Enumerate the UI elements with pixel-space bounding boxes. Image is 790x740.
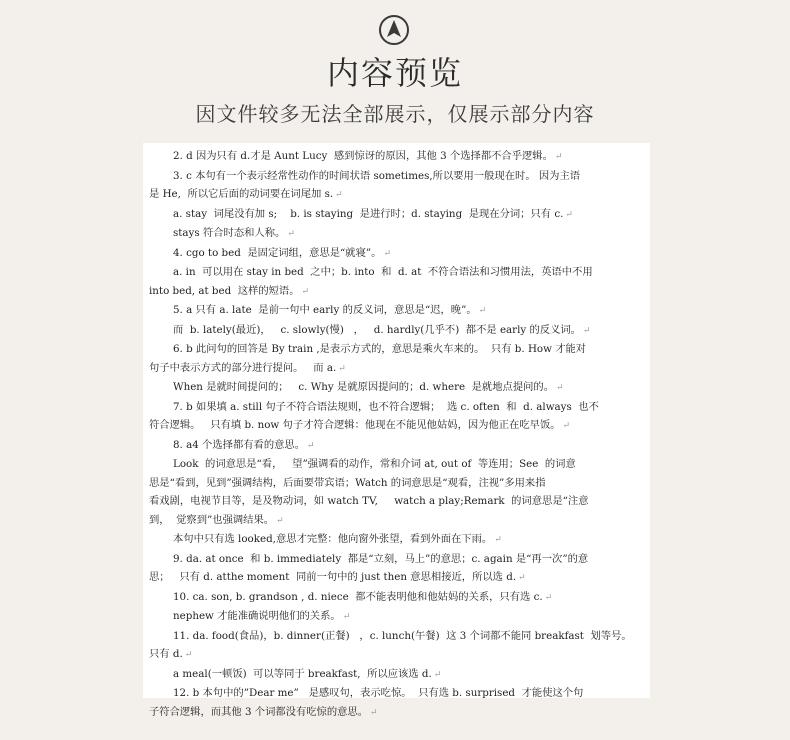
document-line: nephew 才能准确说明他们的关系。 ↵: [173, 610, 351, 622]
document-line: 4. cgo to bed 是固定词组，意思是“就寝”。 ↵: [173, 246, 391, 259]
document-line: 10. ca. son, b. grandson , d. niece 都不能表明他和他姑妈的关系，只有选 c. ↵: [173, 590, 553, 603]
paragraph-mark-icon: ↵: [307, 440, 315, 451]
paragraph-mark-icon: ↵: [184, 650, 193, 660]
paragraph-mark-icon: ↵: [554, 152, 563, 162]
paragraph-mark-icon: ↵: [582, 325, 591, 336]
document-line: stays 符合时态和人称。 ↵: [173, 227, 295, 239]
document-line: 符合逻辑。 只有填 b. now 句子才符合逻辑：他现在不能见他姑妈，因为他正在吃早饭。 ↵: [149, 419, 571, 431]
paragraph-mark-icon: ↵: [342, 612, 351, 622]
document-line: 12. b 本句中的”Dear me” 是感叹句，表示吃惊。 只有选 b. surprised 才能使这个句: [173, 687, 584, 699]
document-line: 9. da. at once 和 b. immediately 都是“立刻，马上”的意思；c. again 是“再一次”的意: [173, 552, 589, 565]
page-title: 内容预览: [326, 54, 463, 92]
document-line: Look 的词意思是“看， 望”强调看的动作，常和介词 at, out of 等连用；See 的词意: [173, 458, 576, 470]
document-line: into bed, at bed 这样的短语。 ↵: [149, 284, 310, 297]
document-line: 到， 觉察到”也强调结果。 ↵: [149, 513, 284, 526]
paragraph-mark-icon: ↵: [276, 515, 284, 526]
paragraph-mark-icon: ↵: [287, 229, 295, 239]
document-line: a. stay 词尾没有加 s; b. is staying 是进行时；d. staying 是现在分词；只有 c. ↵: [173, 207, 573, 220]
document-line: 句子中表示方式的部分进行提问。 而 a. ↵: [149, 361, 346, 374]
compass-arrow-icon: [378, 14, 410, 46]
paragraph-mark-icon: ↵: [556, 383, 564, 393]
document-line: a. in 可以用在 stay in bed 之中；b. into 和 d. at 不符合语法和习惯用法，英语中不用: [173, 266, 593, 278]
document-line: 8. a4 个选择都有看的意思。 ↵: [173, 438, 315, 451]
paragraph-mark-icon: ↵: [494, 535, 502, 545]
document-line: 思； 只有 d. atthe moment 同前一句中的 just then 意思相接近，所以选 d. ↵: [149, 571, 526, 583]
document-line: When 是就时间提问的； c. Why 是就原因提问的；d. where 是就地点提问的。 ↵: [173, 381, 564, 393]
document-body: [149, 147, 639, 722]
document-line: 子符合逻辑，而其他 3 个词都没有吃惊的意思。 ↵: [149, 705, 378, 718]
paragraph-mark-icon: ↵: [562, 421, 571, 431]
document-line: 本句中只有选 looked,意思才完整：他向窗外张望，看到外面在下雨。 ↵: [173, 533, 502, 545]
paragraph-mark-icon: ↵: [335, 190, 343, 200]
paragraph-mark-icon: ↵: [370, 707, 378, 718]
paragraph-mark-icon: ↵: [301, 286, 310, 297]
document-line: 7. b 如果填 a. still 句子不符合语法规则，也不符合逻辑； 选 c. often 和 d. always 也不: [173, 400, 599, 413]
paragraph-mark-icon: ↵: [383, 248, 391, 259]
document-line: 看戏剧，电视节目等，是及物动词，如 watch TV, watch a play;Remark 的词意思是“注意: [149, 495, 589, 507]
document-line: 是 He, 所以它后面的动词要在词尾加 s. ↵: [149, 188, 343, 200]
document-line: 3. c 本句有一个表示经常性动作的时间状语 sometimes,所以要用一般现在时。 因为主语: [173, 169, 581, 182]
document-line: a meal(一顿饭) 可以等同于 breakfast, 所以应该选 d. ↵: [173, 667, 442, 680]
document-preview: [143, 143, 650, 718]
paragraph-mark-icon: ↵: [433, 669, 442, 680]
paragraph-mark-icon: ↵: [518, 573, 526, 583]
document-line: 2. d 因为只有 d.才是 Aunt Lucy 感到惊讶的原因，其他 3 个选择都不合乎逻辑。 ↵: [173, 150, 563, 162]
paragraph-mark-icon: ↵: [338, 363, 346, 374]
document-line: 11. da. food(食品)，b. dinner(正餐) ，c. lunch(午餐) 这 3 个词都不能同 breakfast 划等号。: [173, 629, 632, 642]
page-subtitle: 因文件较多无法全部展示，仅展示部分内容: [195, 102, 595, 126]
paragraph-mark-icon: ↵: [478, 306, 487, 316]
document-line: 5. a 只有 a. late 是前一句中 early 的反义词，意思是“迟，晚”。 ↵: [173, 304, 487, 316]
paragraph-mark-icon: ↵: [565, 209, 573, 220]
document-line: 只有 d. ↵: [149, 648, 193, 660]
paragraph-mark-icon: ↵: [544, 592, 553, 603]
document-line: 6. b 此问句的回答是 By train ,是表示方式的，意思是乘火车来的。 只有 b. How 才能对: [173, 343, 587, 355]
document-line: 思是“看到，见到”强调结构，后面要带宾语；Watch 的词意思是“观看，注视”多用来指: [149, 476, 546, 489]
document-line: 而 b. lately(最近)， c. slowly(慢) ， d. hardly(几乎不) 都不是 early 的反义词。 ↵: [173, 323, 591, 336]
